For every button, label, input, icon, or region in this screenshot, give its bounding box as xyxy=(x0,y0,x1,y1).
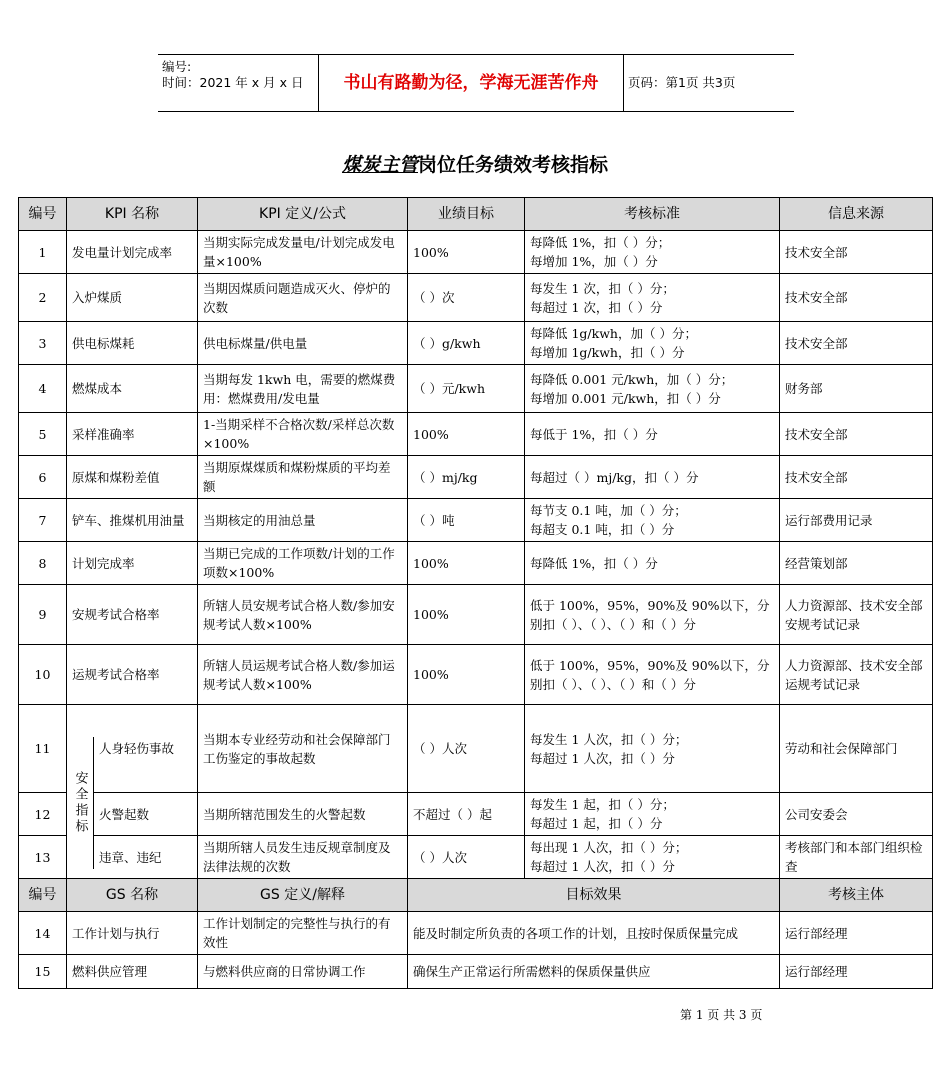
row-number: 6 xyxy=(19,456,67,499)
kpi-definition: 当期每发 1kwh 电，需要的燃煤费用：燃煤费用/发电量 xyxy=(198,365,408,413)
info-source: 经营策划部 xyxy=(780,542,933,585)
table-row xyxy=(19,274,933,322)
row-number: 15 xyxy=(19,955,67,989)
serial-label: 编号: xyxy=(162,59,192,74)
criteria-line: 每降低 1%，扣（ ）分； xyxy=(530,235,671,250)
table-row xyxy=(19,585,933,645)
row-number: 2 xyxy=(19,274,67,322)
criteria-cell xyxy=(525,365,780,413)
criteria-line: 每超过（ ）mj/kg，扣（ ）分 xyxy=(530,469,699,485)
info-source: 技术安全部 xyxy=(780,456,933,499)
gs-definition: 与燃料供应商的日常协调工作 xyxy=(198,955,408,989)
column-header: 考核标准 xyxy=(525,198,780,231)
criteria-line: 每增加 1g/kwh，扣（ ）分 xyxy=(530,345,685,360)
column-header: KPI 名称 xyxy=(67,198,198,231)
kpi-target: 100% xyxy=(408,231,525,274)
criteria-line: 每超过 1 起，扣（ ）分 xyxy=(530,816,663,831)
criteria-line: 每低于 1%，扣（ ）分 xyxy=(530,426,658,442)
kpi-name: 入炉煤质 xyxy=(67,274,198,322)
criteria-cell xyxy=(525,274,780,322)
kpi-definition: 当期实际完成发量电/计划完成发电量×100% xyxy=(198,231,408,274)
kpi-name: 违章、违纪 xyxy=(99,849,162,865)
table-row xyxy=(19,413,933,456)
gs-definition: 工作计划制定的完整性与执行的有效性 xyxy=(198,912,408,955)
document-header xyxy=(158,54,794,112)
kpi-definition: 所辖人员运规考试合格人数/参加运规考试人数×100% xyxy=(198,645,408,705)
column-header: 信息来源 xyxy=(780,198,933,231)
kpi-target: 100% xyxy=(408,542,525,585)
kpi-name: 人身轻伤事故 xyxy=(99,741,175,756)
criteria-cell xyxy=(525,456,780,499)
kpi-definition: 当期所辖人员发生违反规章制度及法律法规的次数 xyxy=(198,836,408,879)
time-label: 时间：2021 年 x 月 x 日 xyxy=(162,75,304,90)
kpi-definition: 1-当期采样不合格次数/采样总次数×100% xyxy=(198,413,408,456)
gs-effect: 确保生产正常运行所需燃料的保质保量供应 xyxy=(408,955,780,989)
row-number: 7 xyxy=(19,499,67,542)
column-header: 业绩目标 xyxy=(408,198,525,231)
row-number: 12 xyxy=(19,793,67,836)
kpi-definition: 当期因煤质问题造成灭火、停炉的次数 xyxy=(198,274,408,322)
title-rest: 岗位任务绩效考核指标 xyxy=(418,154,609,176)
title-underlined: 煤炭主管 xyxy=(341,154,418,176)
table-row xyxy=(19,705,933,793)
criteria-cell xyxy=(525,231,780,274)
table-row xyxy=(19,322,933,365)
criteria-line: 每出现 1 人次，扣（ ）分； xyxy=(530,840,688,855)
criteria-line: 低于 100%，95%，90%及 90%以下，分别扣（ ）、（ ）、（ ）和（ ）分 xyxy=(530,657,770,692)
column-header: GS 定义/解释 xyxy=(198,879,408,912)
gs-name: 工作计划与执行 xyxy=(67,912,198,955)
info-source: 财务部 xyxy=(780,365,933,413)
table-row xyxy=(19,231,933,274)
gs-owner: 运行部经理 xyxy=(780,912,933,955)
column-header: GS 名称 xyxy=(67,879,198,912)
kpi-definition: 当期核定的用油总量 xyxy=(198,499,408,542)
table-row xyxy=(19,836,933,879)
criteria-line: 每发生 1 人次，扣（ ）分； xyxy=(530,731,688,747)
info-source: 劳动和社会保障部门 xyxy=(780,705,933,793)
kpi-definition: 当期已完成的工作项数/计划的工作项数×100% xyxy=(198,542,408,585)
criteria-cell xyxy=(525,322,780,365)
info-source: 技术安全部 xyxy=(780,274,933,322)
column-header: 编号 xyxy=(19,879,67,912)
kpi-target: 100% xyxy=(408,645,525,705)
info-source: 运行部费用记录 xyxy=(780,499,933,542)
header-page-label: 页码：第1页 共3页 xyxy=(628,75,736,90)
kpi-target: （ ）吨 xyxy=(408,499,525,542)
page-title xyxy=(0,150,950,177)
table-row xyxy=(19,955,933,989)
column-header: 目标效果 xyxy=(408,879,780,912)
kpi-name: 铲车、推煤机用油量 xyxy=(67,499,198,542)
criteria-line: 每超过 1 人次，扣（ ）分 xyxy=(530,750,675,766)
criteria-line: 低于 100%，95%，90%及 90%以下，分别扣（ ）、（ ）、（ ）和（ ）分 xyxy=(530,597,770,632)
kpi-name: 原煤和煤粉差值 xyxy=(67,456,198,499)
kpi-target: （ ）次 xyxy=(408,274,525,322)
kpi-name: 采样准确率 xyxy=(67,413,198,456)
criteria-line: 每发生 1 次，扣（ ）分； xyxy=(530,280,675,296)
gs-header-row xyxy=(19,879,933,912)
kpi-target: 100% xyxy=(408,585,525,645)
criteria-line: 每增加 0.001 元/kwh，扣（ ）分 xyxy=(530,390,721,406)
kpi-name: 供电标煤耗 xyxy=(67,322,198,365)
row-number: 8 xyxy=(19,542,67,585)
criteria-line: 每超支 0.1 吨，扣（ ）分 xyxy=(530,522,675,537)
criteria-cell xyxy=(525,836,780,879)
column-header: 考核主体 xyxy=(780,879,933,912)
kpi-name: 安规考试合格率 xyxy=(67,585,198,645)
table-row xyxy=(19,456,933,499)
criteria-line: 每节支 0.1 吨，加（ ）分； xyxy=(530,503,687,518)
gs-owner: 运行部经理 xyxy=(780,955,933,989)
criteria-line: 每降低 1%，扣（ ）分 xyxy=(530,555,658,571)
kpi-definition: 当期本专业经劳动和社会保障部门工伤鉴定的事故起数 xyxy=(198,705,408,793)
criteria-line: 每发生 1 起，扣（ ）分； xyxy=(530,797,675,812)
kpi-header-row xyxy=(19,198,933,231)
kpi-target: （ ）g/kwh xyxy=(408,322,525,365)
criteria-line: 每超过 1 次，扣（ ）分 xyxy=(530,299,663,315)
criteria-line: 每降低 1g/kwh，加（ ）分； xyxy=(530,326,697,341)
row-number: 14 xyxy=(19,912,67,955)
safety-group-label-text: 安全指标 xyxy=(67,737,94,869)
column-header: 编号 xyxy=(19,198,67,231)
criteria-line: 每降低 0.001 元/kwh，加（ ）分； xyxy=(530,371,734,387)
gs-name: 燃料供应管理 xyxy=(67,955,198,989)
kpi-name: 运规考试合格率 xyxy=(67,645,198,705)
kpi-target: （ ）人次 xyxy=(408,836,525,879)
kpi-definition: 当期原煤煤质和煤粉煤质的平均差额 xyxy=(198,456,408,499)
kpi-definition: 当期所辖范围发生的火警起数 xyxy=(198,793,408,836)
criteria-cell xyxy=(525,793,780,836)
kpi-target: （ ）mj/kg xyxy=(408,456,525,499)
page-footer: 第 1 页 共 3 页 xyxy=(680,1008,763,1022)
table-row xyxy=(19,793,933,836)
table-row xyxy=(19,542,933,585)
criteria-line: 每超过 1 人次，扣（ ）分 xyxy=(530,859,675,874)
kpi-target: 不超过（ ）起 xyxy=(408,793,525,836)
info-source: 技术安全部 xyxy=(780,322,933,365)
header-meta xyxy=(158,55,318,111)
criteria-cell xyxy=(525,705,780,793)
criteria-cell xyxy=(525,645,780,705)
table-row xyxy=(19,499,933,542)
info-source: 技术安全部 xyxy=(780,231,933,274)
info-source: 人力资源部、技术安全部安规考试记录 xyxy=(780,585,933,645)
kpi-target: （ ）人次 xyxy=(408,705,525,793)
row-number: 4 xyxy=(19,365,67,413)
criteria-cell xyxy=(525,413,780,456)
row-number: 13 xyxy=(19,836,67,879)
criteria-cell xyxy=(525,499,780,542)
kpi-target: 100% xyxy=(408,413,525,456)
criteria-cell xyxy=(525,585,780,645)
table-row xyxy=(19,365,933,413)
table-row xyxy=(19,645,933,705)
header-motto: 书山有路勤为径，学海无涯苦作舟 xyxy=(318,55,624,111)
criteria-line: 每增加 1%，加（ ）分 xyxy=(530,254,658,269)
row-number: 3 xyxy=(19,322,67,365)
kpi-table xyxy=(18,197,933,989)
kpi-name: 火警起数 xyxy=(99,806,150,822)
row-number: 10 xyxy=(19,645,67,705)
info-source: 考核部门和本部门组织检查 xyxy=(780,836,933,879)
kpi-name: 燃煤成本 xyxy=(67,365,198,413)
row-number: 9 xyxy=(19,585,67,645)
kpi-definition: 供电标煤量/供电量 xyxy=(198,322,408,365)
gs-effect: 能及时制定所负责的各项工作的计划，且按时保质保量完成 xyxy=(408,912,780,955)
kpi-definition: 所辖人员安规考试合格人数/参加安规考试人数×100% xyxy=(198,585,408,645)
info-source: 技术安全部 xyxy=(780,413,933,456)
row-number: 5 xyxy=(19,413,67,456)
info-source: 人力资源部、技术安全部运规考试记录 xyxy=(780,645,933,705)
info-source: 公司安委会 xyxy=(780,793,933,836)
row-number: 11 xyxy=(19,705,67,793)
table-row xyxy=(19,912,933,955)
kpi-target: （ ）元/kwh xyxy=(408,365,525,413)
criteria-cell xyxy=(525,542,780,585)
row-number: 1 xyxy=(19,231,67,274)
kpi-name: 计划完成率 xyxy=(67,542,198,585)
kpi-name: 发电量计划完成率 xyxy=(67,231,198,274)
column-header: KPI 定义/公式 xyxy=(198,198,408,231)
